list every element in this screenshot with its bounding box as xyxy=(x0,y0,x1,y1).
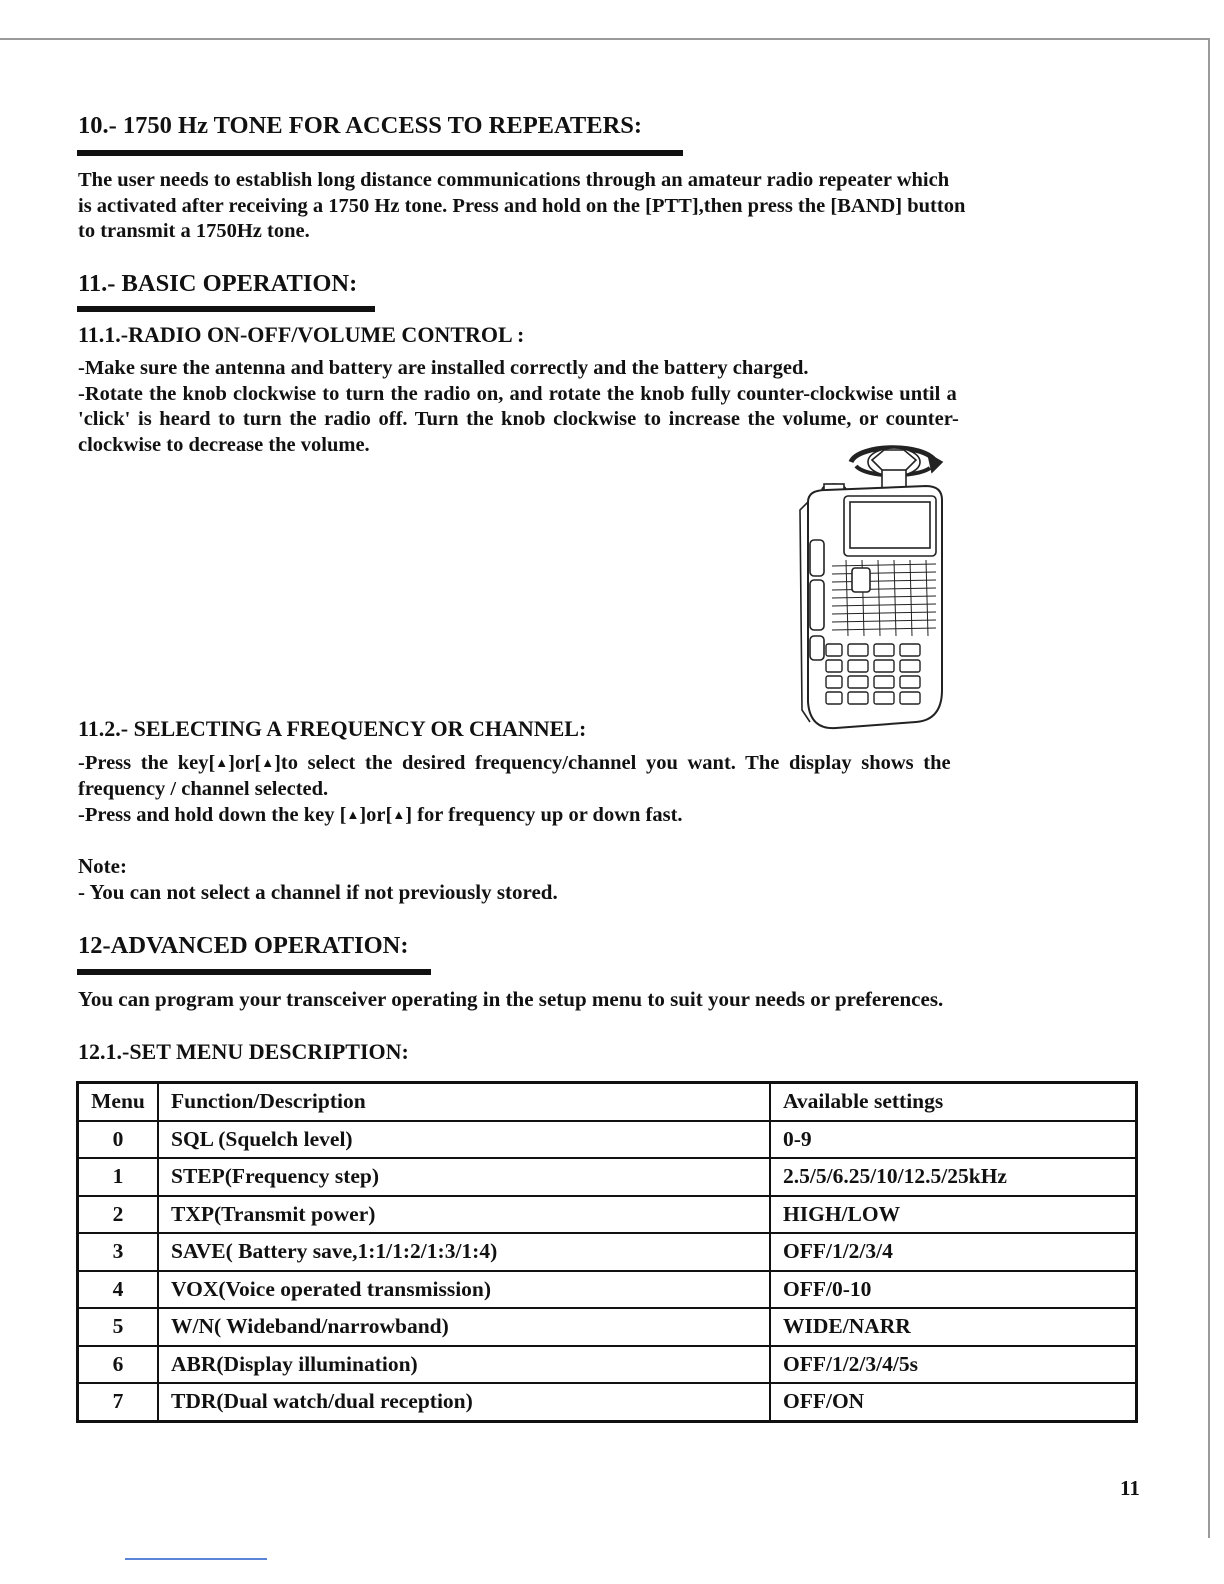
subsection-11-1-line: -Rotate the knob clockwise to turn the radio on, and rotate the knob fully counter-clockwise until a xyxy=(78,382,957,405)
subsection-11-2-text xyxy=(78,750,1136,829)
menu-function: VOX(Voice operated transmission) xyxy=(158,1271,770,1309)
text-fragment: -Press and hold down the key [ xyxy=(78,804,347,826)
subsection-11-2-line-2: frequency / channel selected. xyxy=(78,777,329,800)
section-10-text xyxy=(78,168,1136,245)
section-10-title: 10.- 1750 Hz TONE FOR ACCESS TO REPEATERS: xyxy=(78,112,643,139)
menu-settings: 2.5/5/6.25/10/12.5/25kHz xyxy=(770,1158,1137,1196)
table-row xyxy=(78,1308,1137,1346)
menu-function: SQL (Squelch level) xyxy=(158,1121,770,1159)
table-row xyxy=(78,1158,1137,1196)
up-arrow-icon: ▲ xyxy=(392,807,406,822)
section-12-title: 12-ADVANCED OPERATION: xyxy=(78,932,409,959)
text-fragment: -Press the key[ xyxy=(78,752,216,774)
table-row xyxy=(78,1121,1137,1159)
section-10-line: to transmit a 1750Hz tone. xyxy=(78,220,310,242)
up-arrow-icon: ▲ xyxy=(215,755,229,770)
section-10-line: is activated after receiving a 1750 Hz tone. Press and hold on the [PTT],then press the [BAND] button xyxy=(78,194,966,217)
text-fragment: ]to select the desired frequency/channel you want. The display shows the xyxy=(274,752,951,774)
table-row xyxy=(78,1271,1137,1309)
text-fragment: ] for frequency up or down fast. xyxy=(405,804,683,826)
subsection-11-1-line: -Make sure the antenna and battery are installed correctly and the battery charged. xyxy=(78,357,809,379)
radio-knob-rotation-icon xyxy=(796,440,946,735)
section-11-underline xyxy=(77,306,375,312)
menu-number: 0 xyxy=(78,1121,159,1159)
menu-function: TDR(Dual watch/dual reception) xyxy=(158,1383,770,1421)
text-fragment: ]or[ xyxy=(359,804,393,826)
bottom-link-underline[interactable] xyxy=(125,1558,267,1560)
header-settings: Available settings xyxy=(770,1083,1137,1121)
menu-settings: WIDE/NARR xyxy=(770,1308,1137,1346)
menu-number: 3 xyxy=(78,1233,159,1271)
subsection-11-1-text xyxy=(78,356,1136,458)
note-text: - You can not select a channel if not previously stored. xyxy=(78,880,558,904)
text-fragment: ]or[ xyxy=(228,752,262,774)
table-row xyxy=(78,1233,1137,1271)
menu-function: ABR(Display illumination) xyxy=(158,1346,770,1384)
menu-function: STEP(Frequency step) xyxy=(158,1158,770,1196)
menu-number: 6 xyxy=(78,1346,159,1384)
table-header-row xyxy=(78,1083,1137,1121)
header-function: Function/Description xyxy=(158,1083,770,1121)
header-menu: Menu xyxy=(78,1083,159,1121)
menu-number: 4 xyxy=(78,1271,159,1309)
subsection-11-1-title: 11.1.-RADIO ON-OFF/VOLUME CONTROL : xyxy=(78,322,525,347)
menu-number: 1 xyxy=(78,1158,159,1196)
table-row xyxy=(78,1383,1137,1421)
section-11-title: 11.- BASIC OPERATION: xyxy=(78,270,358,297)
up-arrow-icon: ▲ xyxy=(346,807,360,822)
menu-settings: OFF/ON xyxy=(770,1383,1137,1421)
menu-function: SAVE( Battery save,1:1/1:2/1:3/1:4) xyxy=(158,1233,770,1271)
section-12-underline xyxy=(77,969,431,975)
up-arrow-icon: ▲ xyxy=(261,755,275,770)
section-10-line: The user needs to establish long distance communications through an amateur radio repeater which xyxy=(78,169,950,191)
section-10-underline xyxy=(77,150,683,156)
page-number: 11 xyxy=(1120,1476,1140,1500)
menu-number: 2 xyxy=(78,1196,159,1234)
table-row xyxy=(78,1346,1137,1384)
subsection-11-2-title: 11.2.- SELECTING A FREQUENCY OR CHANNEL: xyxy=(78,716,587,741)
subsection-11-1-line: clockwise to decrease the volume. xyxy=(78,433,370,456)
menu-function: TXP(Transmit power) xyxy=(158,1196,770,1234)
menu-settings: OFF/1/2/3/4/5s xyxy=(770,1346,1137,1384)
subsection-11-2-line-1 xyxy=(78,750,1136,777)
subsection-12-1-title: 12.1.-SET MENU DESCRIPTION: xyxy=(78,1039,409,1064)
section-12-intro: You can program your transceiver operating in the setup menu to suit your needs or preferences. xyxy=(78,987,944,1011)
set-menu-table xyxy=(76,1081,1138,1423)
menu-settings: OFF/0-10 xyxy=(770,1271,1137,1309)
note-label: Note: xyxy=(78,854,127,878)
subsection-11-2-line-3 xyxy=(78,802,1136,829)
menu-function: W/N( Wideband/narrowband) xyxy=(158,1308,770,1346)
menu-number: 7 xyxy=(78,1383,159,1421)
menu-number: 5 xyxy=(78,1308,159,1346)
menu-settings: HIGH/LOW xyxy=(770,1196,1137,1234)
menu-settings: OFF/1/2/3/4 xyxy=(770,1233,1137,1271)
table-row xyxy=(78,1196,1137,1234)
subsection-11-1-line: 'click' is heard to turn the radio off. Turn the knob clockwise to increase the volume, or counter- xyxy=(78,408,959,430)
menu-settings: 0-9 xyxy=(770,1121,1137,1159)
